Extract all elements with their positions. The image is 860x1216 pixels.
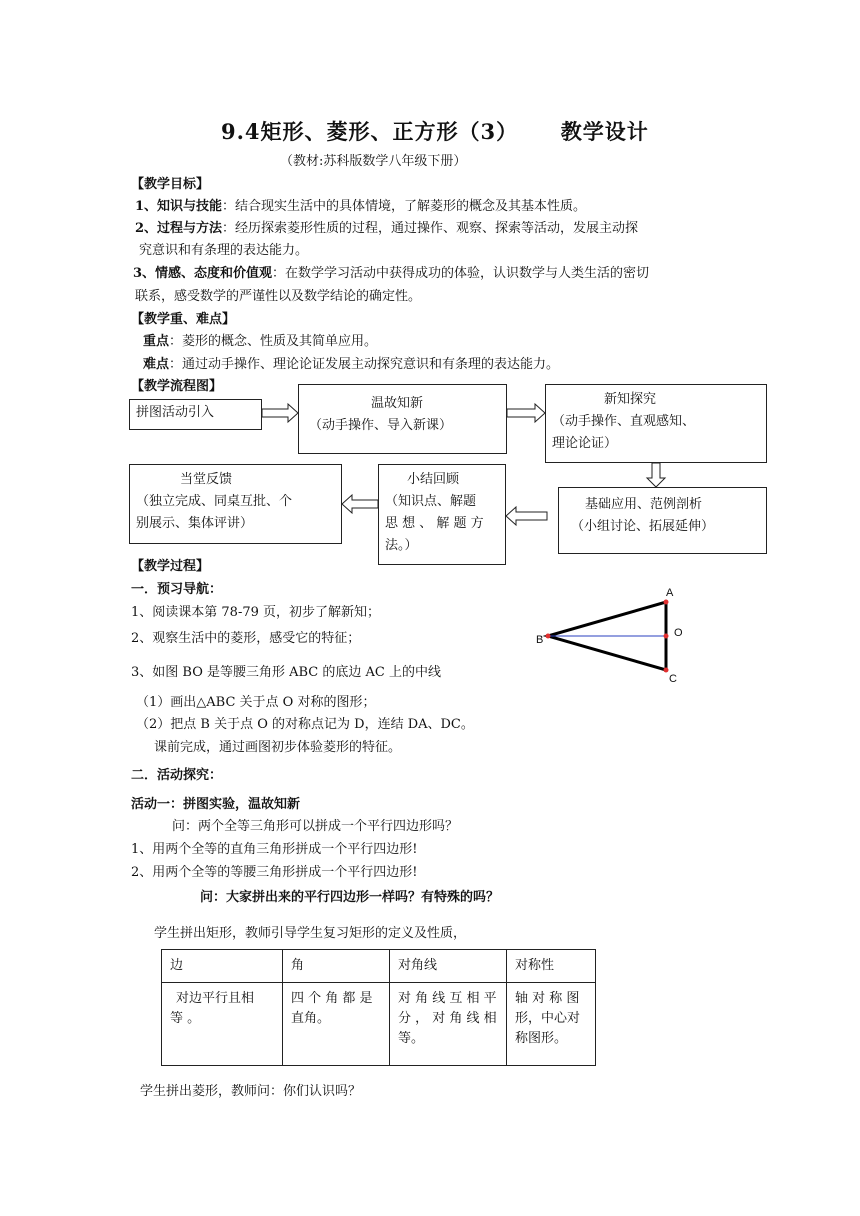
cell-line: 轴 对 称 图 [515,991,580,1006]
cell-line: 直角。 [291,1011,331,1026]
section-explore: 二．活动探究： [131,768,223,783]
point-b [546,634,551,639]
flow-box-line: 拼图活动引入 [136,405,215,420]
table-header-cell: 边 [162,950,283,983]
goal-knowledge-text: ：结合现实生活中的具体情境，了解菱形的概念及其基本性质。 [222,199,587,214]
cell-line: 等。 [398,1031,425,1046]
flow-box-line: 小结回顾 [407,472,460,487]
question-two: 问：大家拼出来的平行四边形一样吗？有特殊的吗？ [200,890,500,905]
title-suffix: 教学设计 [560,119,649,144]
activity-line: 2、用两个全等的等腰三角形拼成一个平行四边形! [131,865,418,880]
table-cell [283,983,390,1066]
cell-line: 形，中心对 [515,1011,581,1026]
flow-box-line: 温故知新 [371,396,424,411]
goal-process-label: 2、过程与方法 [135,221,223,236]
cell-line: 等 。 [170,1011,201,1026]
rect-intro: 学生拼出矩形，教师引导学生复习矩形的定义及性质， [154,926,467,941]
label-a: A [666,587,674,599]
process-heading: 【教学过程】 [131,559,210,574]
preview-item: 课前完成，通过画图初步体验菱形的特征。 [154,740,402,755]
flow-box-line: 当堂反馈 [180,472,233,487]
table-header-row [162,950,596,983]
preview-item: 3、如图 BO 是等腰三角形 ABC 的底边 AC 上的中线 [131,665,441,680]
goal-emotion-cont: 联系，感受数学的严谨性以及数学结论的确定性。 [135,289,422,304]
label-b: B [536,634,544,646]
preview-item: （2）把点 B 关于点 O 的对称点记为 D，连结 DA、DC。 [136,717,474,732]
table-header-cell: 对角线 [390,950,507,983]
goal-emotion-text: ：在数学学习活动中获得成功的体验，认识数学与人类生活的密切 [272,266,650,281]
flow-heading: 【教学流程图】 [131,379,223,394]
title-main: 9.4矩形、菱形、正方形（3） [221,119,519,144]
flow-box-line: （独立完成、同桌互批、个 [136,494,293,509]
flow-box-line: 别展示、集体评讲） [136,516,254,531]
cell-line: 四 个 角 都 是 [291,991,373,1006]
preview-item: 2、观察生活中的菱形，感受它的特征； [131,631,361,646]
flow-box-line: 法。） [385,538,418,553]
flow-box-line: 基础应用、范例剖析 [585,497,703,512]
subtitle: （教材:苏科版数学八年级下册） [280,154,467,169]
flow-box-line: （动手操作、导入新课） [309,418,453,433]
rect-properties-table [161,949,596,1066]
keypoint-key-label: 重点 [143,334,170,349]
rhombus-question: 学生拼出菱形，教师问：你们认识吗？ [140,1084,362,1099]
preview-item: 1、阅读课本第 78-79 页，初步了解新知； [131,605,381,620]
point-o [664,634,669,639]
table-row [162,983,596,1066]
table-header-cell: 对称性 [507,950,596,983]
goal-knowledge-label: 1、知识与技能 [135,199,223,214]
table-cell [507,983,596,1066]
cell-line: 对 角 线 互 相 平 [398,991,497,1006]
goal-process-cont: 究意识和有条理的表达能力。 [139,243,309,258]
keypoint-difficult-text: ：通过动手操作、理论论证发展主动探究意识和有条理的表达能力。 [169,357,560,372]
cell-line: 分 ， 对 角 线 相 [398,1011,497,1026]
keypoint-difficult-label: 难点 [143,357,170,372]
flow-box-line: （小组讨论、拓展延伸） [571,519,715,534]
label-o: O [674,627,683,639]
table-cell [390,983,507,1066]
point-a [664,600,669,605]
section-preview: 一．预习导航： [131,582,223,597]
flow-box-line: 新知探究 [604,392,657,407]
point-c [664,668,669,673]
flow-box-line: （知识点、解题 [385,494,477,509]
activity-line: 问：两个全等三角形可以拼成一个平行四边形吗？ [172,819,459,834]
flow-box-line: 理论论证） [552,436,618,451]
activity-title: 活动一：拼图实验，温故知新 [131,797,301,812]
flow-box-line: 思 想 、 解 题 方 [385,516,484,531]
table-cell [162,983,283,1066]
cell-line: 对边平行且相 [176,991,255,1006]
activity-line: 1、用两个全等的直角三角形拼成一个平行四边形! [131,842,418,857]
flow-box-line: （动手操作、直观感知、 [552,414,696,429]
cell-line: 称图形。 [515,1031,568,1046]
goals-heading: 【教学目标】 [131,177,210,192]
table-header-cell: 角 [283,950,390,983]
preview-item: （1）画出△ABC 关于点 O 对称的图形； [136,695,376,710]
goal-process-text: ：经历探索菱形性质的过程，通过操作、观察、探索等活动，发展主动探 [222,221,639,236]
keypoint-key-text: ：菱形的概念、性质及其简单应用。 [169,334,378,349]
label-c: C [669,673,677,685]
goal-emotion-label: 3、情感、态度和价值观 [133,266,273,281]
keypoints-heading: 【教学重、难点】 [131,312,236,327]
